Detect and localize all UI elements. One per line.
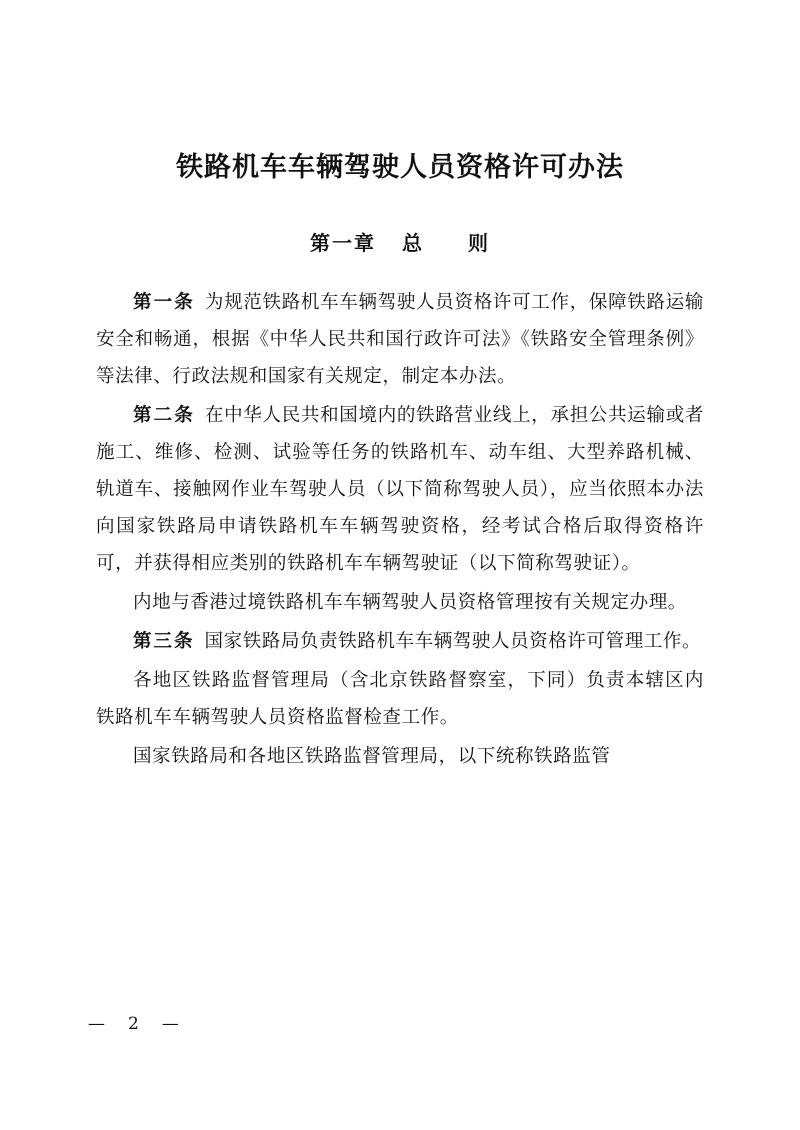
paragraph-text: 国家铁路局负责铁路机车车辆驾驶人员资格许可管理工作。 [204, 631, 702, 653]
paragraph [96, 662, 704, 736]
chapter-label: 第一章 [310, 231, 376, 256]
chapter-title: 总 则 [402, 231, 490, 256]
paragraph-text: 国家铁路局和各地区铁路监督管理局，以下统称铁路监管 [133, 746, 611, 768]
page-title: 铁路机车车辆驾驶人员资格许可办法 [176, 152, 624, 183]
chapter-heading [96, 227, 704, 256]
paragraph-text: 为规范铁路机车车辆驾驶人员资格许可工作，保障铁路运输安全和畅通，根据《中华人民共和国行政许可法》《铁路安全管理条例》等法律、行政法规和国家有关规定，制定本办法。 [96, 292, 704, 388]
paragraph [96, 397, 704, 582]
paragraph [96, 738, 704, 775]
paragraph-text: 在中华人民共和国境内的铁路营业线上，承担公共运输或者施工、维修、检测、试验等任务的铁路机车、动车组、大型养路机械、轨道车、接触网作业车驾驶人员（以下简称驾驶人员），应当依照本办法向国家铁路局申请铁路机车车辆驾驶资格，经考试合格后取得资格许可，并获得相应类别的铁路机车车辆驾驶证（以下简称驾驶证）。 [96, 405, 704, 575]
paragraph [96, 584, 704, 621]
article-number: 第一条 [133, 292, 195, 314]
paragraph [96, 284, 704, 395]
page-number: — 2 — [88, 1014, 182, 1034]
paragraph-text: 内地与香港过境铁路机车车辆驾驶人员资格管理按有关规定办理。 [133, 592, 687, 614]
article-number: 第二条 [133, 405, 195, 427]
paragraph [96, 623, 704, 660]
article-number: 第三条 [133, 631, 195, 653]
paragraph-text: 各地区铁路监督管理局（含北京铁路督察室，下同）负责本辖区内铁路机车车辆驾驶人员资格监督检查工作。 [96, 670, 704, 729]
